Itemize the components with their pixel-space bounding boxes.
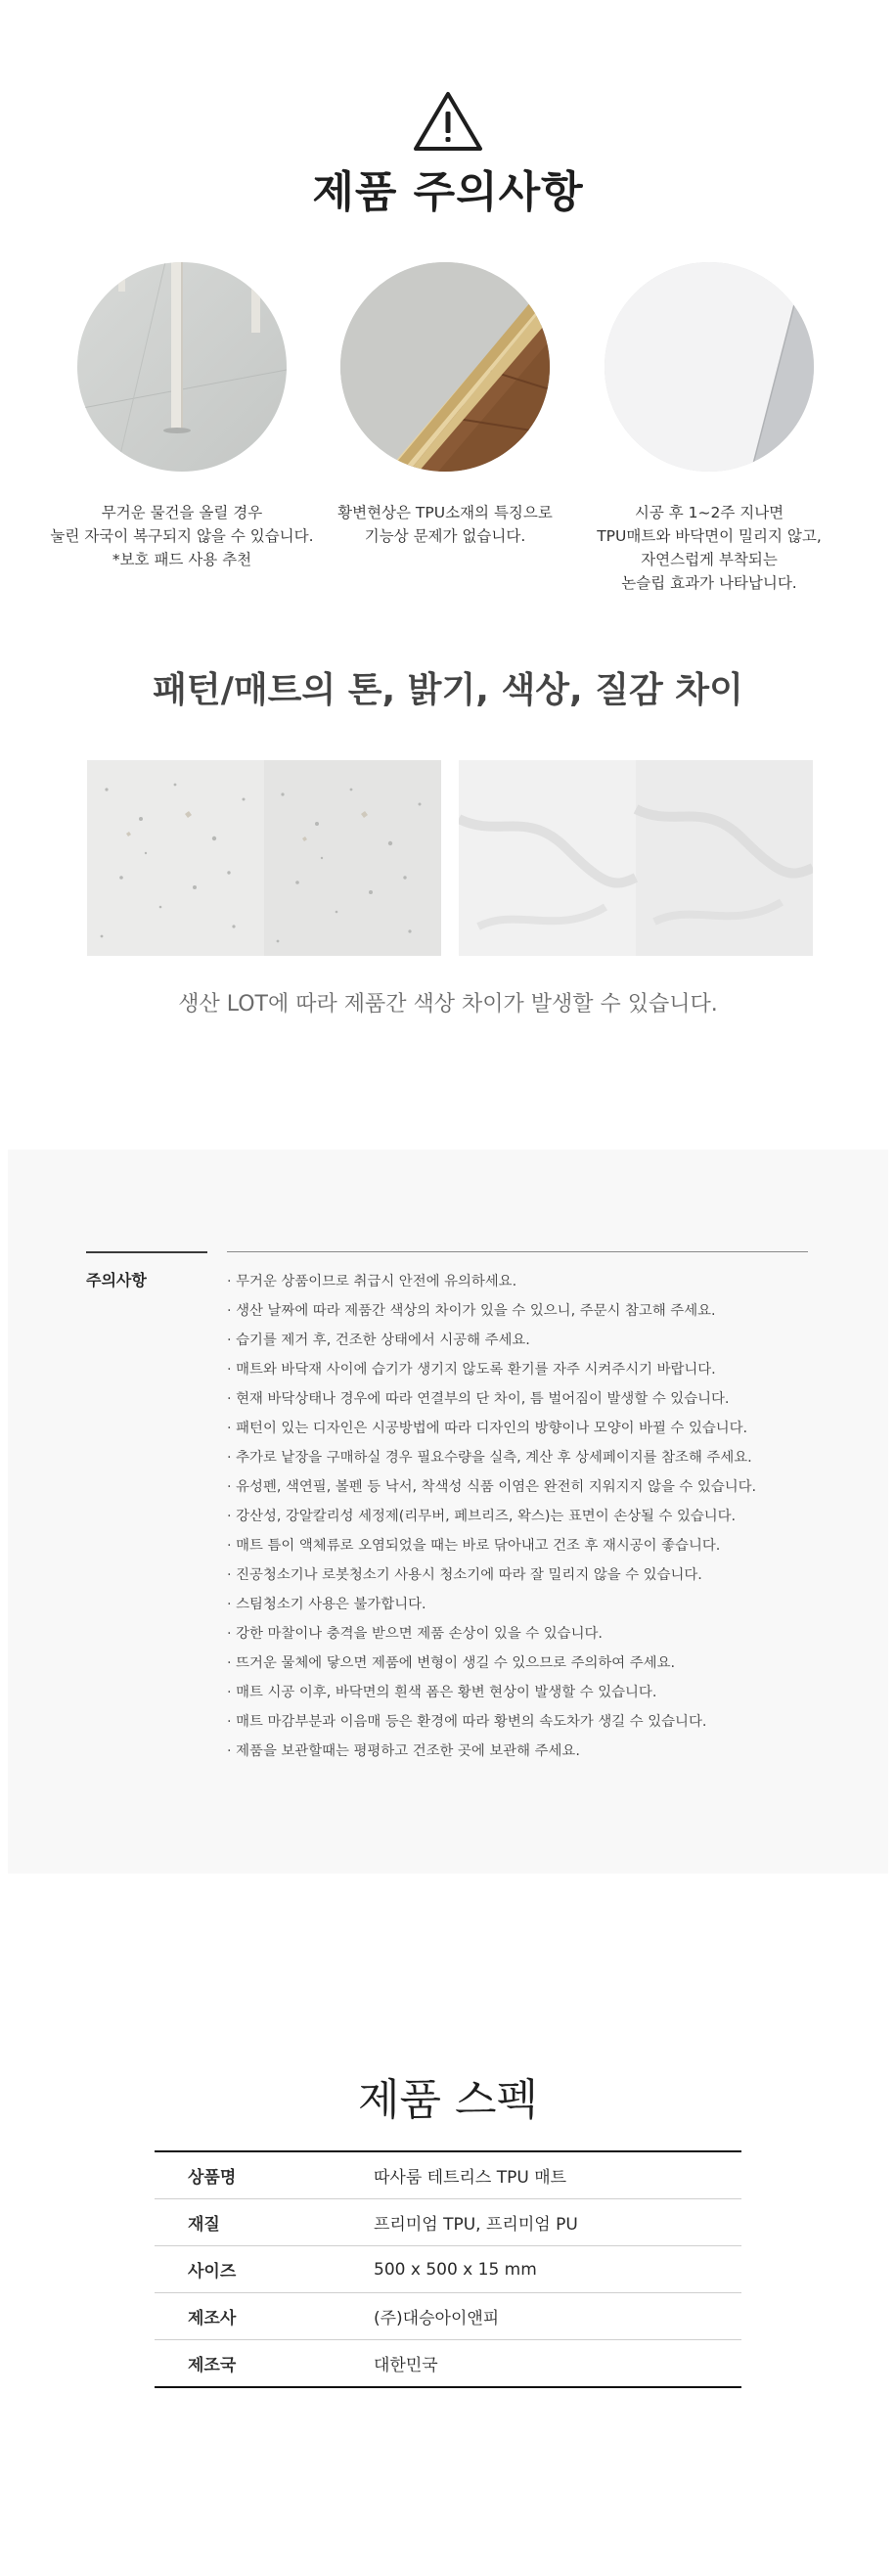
marble-swatch-image — [459, 760, 813, 956]
caption-line: 자연스럽게 부착되는 — [641, 551, 778, 568]
pressure-mark-image — [77, 262, 287, 472]
warning-title: 제품 주의사항 — [312, 167, 584, 217]
spec-value: 대한민국 — [374, 2340, 741, 2388]
caption-yellowing — [298, 501, 592, 548]
caution-item: · 제품을 보관할때는 평평하고 건조한 곳에 보관해 주세요. — [227, 1737, 814, 1766]
caption-line: 시공 후 1~2주 지나면 — [634, 504, 784, 521]
caution-item: · 강한 마찰이나 충격을 받으면 제품 손상이 있을 수 있습니다. — [227, 1619, 814, 1649]
caption-line: 논슬립 효과가 나타납니다. — [621, 574, 797, 592]
spec-value: (주)대승아이앤피 — [374, 2293, 741, 2340]
spec-title: 제품 스펙 — [357, 2075, 538, 2125]
table-row — [155, 2246, 741, 2293]
caution-item: · 패턴이 있는 디자인은 시공방법에 따라 디자인의 방향이나 모양이 바뀔 수 있습니다. — [227, 1414, 814, 1443]
caution-list — [227, 1267, 814, 1766]
spec-table — [155, 2150, 741, 2388]
non-slip-image — [605, 262, 814, 472]
caution-item: · 무거운 상품이므로 취급시 안전에 유의하세요. — [227, 1267, 814, 1296]
caution-item: · 습기를 제거 후, 건조한 상태에서 시공해 주세요. — [227, 1326, 814, 1355]
caution-item: · 매트 틈이 액체류로 오염되었을 때는 바로 닦아내고 건조 후 재시공이 좋습니다. — [227, 1531, 814, 1560]
caution-divider-left — [86, 1251, 207, 1253]
spec-key: 재질 — [155, 2199, 374, 2246]
caption-line: 눌린 자국이 복구되지 않을 수 있습니다. — [50, 527, 314, 545]
caution-item: · 유성펜, 색연필, 볼펜 등 낙서, 착색성 식품 이염은 완전히 지워지지 않을 수 있습니다. — [227, 1472, 814, 1502]
caution-item: · 매트와 바닥재 사이에 습기가 생기지 않도록 환기를 자주 시켜주시기 바랍니다. — [227, 1355, 814, 1384]
caption-non-slip — [562, 501, 856, 595]
caution-divider-right — [227, 1251, 808, 1252]
table-row — [155, 2293, 741, 2340]
table-row — [155, 2340, 741, 2388]
spec-value: 따사룸 테트리스 TPU 매트 — [374, 2168, 567, 2188]
spec-value: 500 x 500 x 15 mm — [374, 2246, 741, 2293]
spec-key: 제조국 — [155, 2340, 374, 2388]
caution-item: · 강산성, 강알칼리성 세정제(리무버, 페브리즈, 왁스)는 표면이 손상될 수 있습니다. — [227, 1502, 814, 1531]
caution-item: · 추가로 낱장을 구매하실 경우 필요수량을 실측, 계산 후 상세페이지를 참조해 주세요. — [227, 1443, 814, 1472]
caution-label: 주의사항 — [86, 1271, 147, 1289]
caption-line: TPU매트와 바닥면이 밀리지 않고, — [597, 527, 822, 545]
yellowing-image — [340, 262, 550, 472]
caption-line: 황변현상은 TPU소재의 특징으로 — [337, 504, 553, 521]
pattern-title: 패턴/매트의 톤, 밝기, 색상, 질감 차이 — [153, 670, 743, 710]
caution-item: · 매트 시공 이후, 바닥면의 흰색 폼은 황변 현상이 발생할 수 있습니다. — [227, 1678, 814, 1707]
spec-key: 사이즈 — [155, 2246, 374, 2293]
spec-key: 제조사 — [155, 2293, 374, 2340]
caution-item: · 진공청소기나 로봇청소기 사용시 청소기에 따라 잘 밀리지 않을 수 있습니다. — [227, 1560, 814, 1590]
caution-item: · 스팀청소기 사용은 불가합니다. — [227, 1590, 814, 1619]
caution-item: · 생산 날짜에 따라 제품간 색상의 차이가 있을 수 있으니, 주문시 참고해 주세요. — [227, 1296, 814, 1326]
caution-item: · 현재 바닥상태나 경우에 따라 연결부의 단 차이, 틈 벌어짐이 발생할 수 있습니다. — [227, 1384, 814, 1414]
terrazzo-swatch-image — [87, 760, 441, 956]
table-row — [155, 2151, 741, 2199]
caption-pressure-mark — [35, 501, 329, 571]
caution-item: · 뜨거운 물체에 닿으면 제품에 변형이 생길 수 있으므로 주의하여 주세요. — [227, 1649, 814, 1678]
caption-line: *보호 패드 사용 추천 — [112, 551, 252, 568]
caution-item: · 매트 마감부분과 이음매 등은 환경에 따라 황변의 속도차가 생길 수 있습니다. — [227, 1707, 814, 1737]
lot-color-note: 생산 LOT에 따라 제품간 색상 차이가 발생할 수 있습니다. — [178, 992, 718, 1017]
warning-icon — [412, 90, 484, 153]
table-row — [155, 2199, 741, 2246]
spec-key: 상품명 — [188, 2168, 237, 2188]
caption-line: 무거운 물건을 올릴 경우 — [101, 504, 263, 521]
caption-line: 기능상 문제가 없습니다. — [364, 527, 526, 545]
spec-value: 프리미엄 TPU, 프리미엄 PU — [374, 2199, 741, 2246]
